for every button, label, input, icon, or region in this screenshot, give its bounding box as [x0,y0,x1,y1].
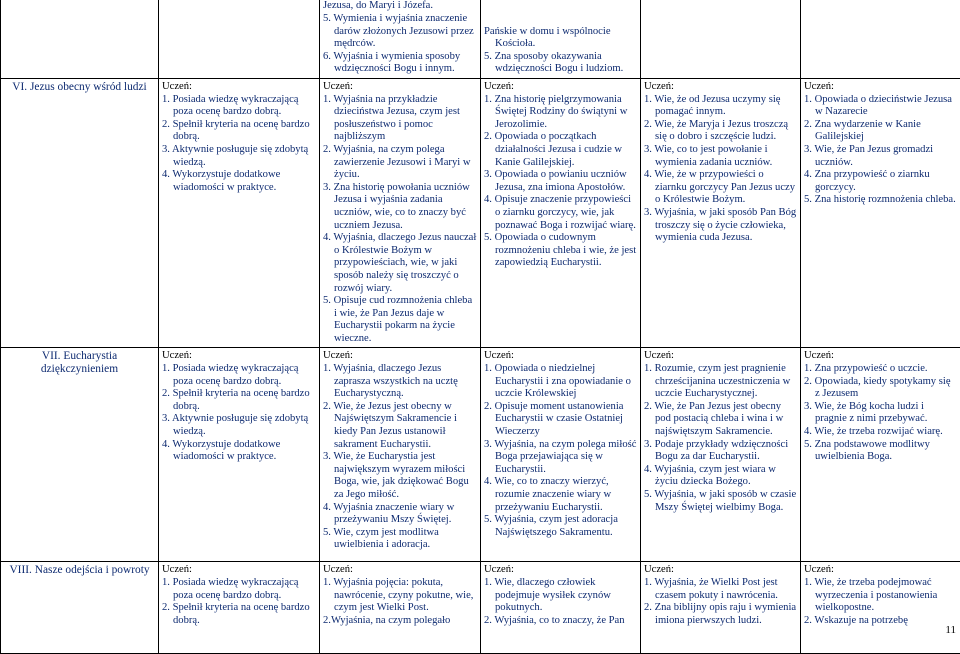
cell-label: Uczeń: [644,81,797,94]
criteria-item: 1. Wie, dlaczego człowiek podejmuje wysiłek czynów pokutnych. [484,577,637,615]
criteria-item: 3. Wie, co to jest powołanie i wymienia zadania uczniów. [644,144,797,169]
criteria-item: 5. Zna podstawowe modlitwy uwielbienia Boga. [804,439,957,464]
table-row [1,562,960,654]
criteria-item: 5. Wyjaśnia, w jaki sposób w czasie Mszy Świętej wielbimy Boga. [644,489,797,514]
section-title: VIII. Nasze odejścia i powroty [1,562,159,654]
grade-cell [481,562,641,654]
section-title [1,0,159,79]
cell-label: Uczeń: [323,81,477,94]
cell-label: Uczeń: [644,564,797,577]
criteria-item: 2. Wie, że Jezus jest obecny w Najświętszym Sakramencie i kiedy Pan Jezus ustanowił sakrament Eucharystii. [323,401,477,451]
criteria-list [323,0,477,76]
criteria-item: 5. Opowiada o cudownym rozmnożeniu chleba i wie, że jest zapowiedzią Eucharystii. [484,232,637,270]
criteria-list [484,26,637,76]
criteria-item: 1. Wyjaśnia pojęcia: pokuta, nawrócenie, czyny pokutne, wie, czym jest Wielki Post. [323,577,477,615]
criteria-item: 5. Wymienia i wyjaśnia znaczenie darów złożonych Jezusowi przez mędrców. [323,13,477,51]
criteria-item: 3. Wyjaśnia, w jaki sposób Pan Bóg troszczy się o życie człowieka, wymienia cuda Jezusa. [644,207,797,245]
grade-cell [481,348,641,562]
criteria-item: 1. Posiada wiedzę wykraczającą poza ocenę bardzo dobrą. [162,577,316,602]
criteria-item: 2. Opowiada o początkach działalności Jezusa i cudzie w Kanie Galilejskiej. [484,131,637,169]
cell-label: Uczeń: [162,81,316,94]
criteria-item: 1. Wie, że trzeba podejmować wyrzeczenia i postanowienia wielkopostne. [804,577,957,615]
criteria-item: 2. Opisuje moment ustanowienia Eucharystii w czasie Ostatniej Wieczerzy [484,401,637,439]
table-row [1,79,960,348]
grade-cell [159,562,320,654]
criteria-item: 3. Podaje przykłady wdzięczności Bogu za dar Eucharystii. [644,439,797,464]
cell-label: Uczeń: [323,350,477,363]
grade-cell [641,0,801,79]
grade-cell [801,79,960,348]
criteria-item: 4. Wykorzystuje dodatkowe wiadomości w praktyce. [162,169,316,194]
criteria-item: 4. Wyjaśnia, czym jest wiara w życiu dziecka Bożego. [644,464,797,489]
criteria-item: 5. Wyjaśnia, czym jest adoracja Najświętszego Sakramentu. [484,514,637,539]
cell-label: Uczeń: [804,350,957,363]
criteria-item: 3. Aktywnie posługuje się zdobytą wiedzą. [162,413,316,438]
table-row [1,348,960,562]
criteria-item: 2. Spełnił kryteria na ocenę bardzo dobrą. [162,602,316,627]
criteria-item: Pańskie w domu i wspólnocie Kościoła. [484,26,637,51]
grade-cell [641,562,801,654]
grade-cell [641,348,801,562]
cell-label: Uczeń: [484,81,637,94]
criteria-item: 2. Wyjaśnia, na czym polega zawierzenie Jezusowi i Maryi w życiu. [323,144,477,182]
criteria-item: 1. Posiada wiedzę wykraczającą poza ocenę bardzo dobrą. [162,363,316,388]
criteria-list [323,363,477,552]
grade-cell [481,79,641,348]
cell-label: Uczeń: [162,350,316,363]
grade-cell [159,348,320,562]
grade-cell [320,0,481,79]
criteria-item: 3. Wie, że Pan Jezus gromadzi uczniów. [804,144,957,169]
criteria-item: 2. Zna biblijny opis raju i wymienia imiona pierwszych ludzi. [644,602,797,627]
criteria-list [162,363,316,464]
criteria-item: 3. Wyjaśnia, na czym polega miłość Boga przejawiająca się w Eucharystii. [484,439,637,477]
criteria-item: 2. Zna wydarzenie w Kanie Galilejskiej [804,119,957,144]
criteria-list [804,577,957,627]
criteria-item: 2. Spełnił kryteria na ocenę bardzo dobrą. [162,119,316,144]
cell-label: Uczeń: [162,564,316,577]
criteria-list [162,577,316,627]
criteria-item: 2. Wyjaśnia, co to znaczy, że Pan [484,615,637,628]
cell-label: Uczeń: [484,564,637,577]
cell-label: Uczeń: [804,564,957,577]
criteria-item: 1. Wie, że od Jezusa uczymy się pomagać innym. [644,94,797,119]
criteria-item: 6. Wyjaśnia i wymienia sposoby wdzięczności Bogu i innym. [323,51,477,76]
cell-label: Uczeń: [323,564,477,577]
criteria-item: 5. Zna historię rozmnożenia chleba. [804,194,957,207]
criteria-item: 3. Zna historię powołania uczniów Jezusa i wyjaśnia zadania uczniów, wie, co to znaczy być uczniem Jezusa. [323,182,477,232]
criteria-item: 4. Wie, że trzeba rozwijać wiarę. [804,426,957,439]
cell-label: Uczeń: [804,81,957,94]
grade-cell [801,348,960,562]
criteria-item: 3. Wie, że Eucharystia jest największym wyrazem miłości Boga, wie, jak dziękować Bogu za Jego miłość. [323,451,477,501]
criteria-item: 1. Posiada wiedzę wykraczającą poza ocenę bardzo dobrą. [162,94,316,119]
criteria-list [804,94,957,207]
criteria-item: 5. Opisuje cud rozmnożenia chleba i wie, że Pan Jezus daje w Eucharystii pokarm na życie wieczne. [323,295,477,345]
criteria-list [484,94,637,270]
criteria-item: 1. Wyjaśnia na przykładzie dzieciństwa Jezusa, czym jest posłuszeństwo i pomoc najbliższym [323,94,477,144]
criteria-item: 3. Aktywnie posługuje się zdobytą wiedzą. [162,144,316,169]
criteria-item: 4. Wyjaśnia, dlaczego Jezus nauczał o Królestwie Bożym w przypowieściach, wie, w jaki sposób należy się troszczyć o rozwój wiary. [323,232,477,295]
criteria-list [162,94,316,195]
criteria-item: 1. Opowiada o niedzielnej Eucharystii i zna opowiadanie o uczcie Królewskiej [484,363,637,401]
cell-label: Uczeń: [484,350,637,363]
grade-cell [159,79,320,348]
page-number: 11 [945,624,956,636]
criteria-item: 1. Rozumie, czym jest pragnienie chrześcijanina uczestniczenia w uczcie Eucharystycznej. [644,363,797,401]
criteria-item: 5. Zna sposoby okazywania wdzięczności Bogu i ludziom. [484,51,637,76]
cell-label: Uczeń: [644,350,797,363]
criteria-item: 3. Opowiada o powianiu uczniów Jezusa, zna imiona Apostołów. [484,169,637,194]
criteria-item: 4. Opisuje znaczenie przypowieści o ziarnku gorczycy, wie, jak poznawać Boga i rozwijać wiarę. [484,194,637,232]
criteria-item: 1. Zna historię pielgrzymowania Świętej Rodziny do świątyni w Jerozolimie. [484,94,637,132]
criteria-item: 4. Zna przypowieść o ziarnku gorczycy. [804,169,957,194]
criteria-item: 4. Wie, co to znaczy wierzyć, rozumie znaczenie wiary w przeżywaniu Eucharystii. [484,476,637,514]
criteria-item: 1. Opowiada o dzieciństwie Jezusa w Nazarecie [804,94,957,119]
criteria-list [644,94,797,245]
criteria-item: 2. Spełnił kryteria na ocenę bardzo dobrą. [162,388,316,413]
grade-cell [320,79,481,348]
criteria-item: 3. Wie, że Bóg kocha ludzi i pragnie z nimi przebywać. [804,401,957,426]
section-title: VII. Eucharystia dziękczynieniem [1,348,159,562]
criteria-item: 4. Wykorzystuje dodatkowe wiadomości w praktyce. [162,439,316,464]
criteria-item: 2.Wyjaśnia, na czym polegało [323,615,477,628]
criteria-list [484,577,637,627]
criteria-list [644,363,797,514]
criteria-item: 1. Wyjaśnia, że Wielki Post jest czasem pokuty i nawrócenia. [644,577,797,602]
table-row [1,0,960,79]
criteria-item: 1. Wyjaśnia, dlaczego Jezus zaprasza wszystkich na ucztę Eucharystyczną. [323,363,477,401]
criteria-item: 2. Wie, że Maryja i Jezus troszczą się o dobro i szczęście ludzi. [644,119,797,144]
criteria-item: 2. Opowiada, kiedy spotykamy się z Jezusem [804,376,957,401]
grade-cell [481,0,641,79]
section-title: VI. Jezus obecny wśród ludzi [1,79,159,348]
grade-cell [801,562,960,654]
criteria-item: 4. Wyjaśnia znaczenie wiary w przeżywaniu Mszy Świętej. [323,502,477,527]
criteria-list [323,94,477,346]
criteria-list [644,577,797,627]
criteria-item: 2. Wskazuje na potrzebę [804,615,957,628]
grade-cell [159,0,320,79]
criteria-item: 1. Zna przypowieść o uczcie. [804,363,957,376]
grade-cell [801,0,960,79]
criteria-list [804,363,957,464]
criteria-item: 4. Wie, że w przypowieści o ziarnku gorczycy Pan Jezus uczy o Królestwie Bożym. [644,169,797,207]
grade-cell [641,79,801,348]
criteria-list [484,363,637,539]
grade-cell [320,348,481,562]
criteria-item: 2. Wie, że Pan Jezus jest obecny pod postacią chleba i wina i w najświętszym Sakramencie. [644,401,797,439]
criteria-list [323,577,477,627]
grade-cell [320,562,481,654]
criteria-item: Jezusa, do Maryi i Józefa. [323,0,477,13]
criteria-item: 5. Wie, czym jest modlitwa uwielbienia i adoracja. [323,527,477,552]
